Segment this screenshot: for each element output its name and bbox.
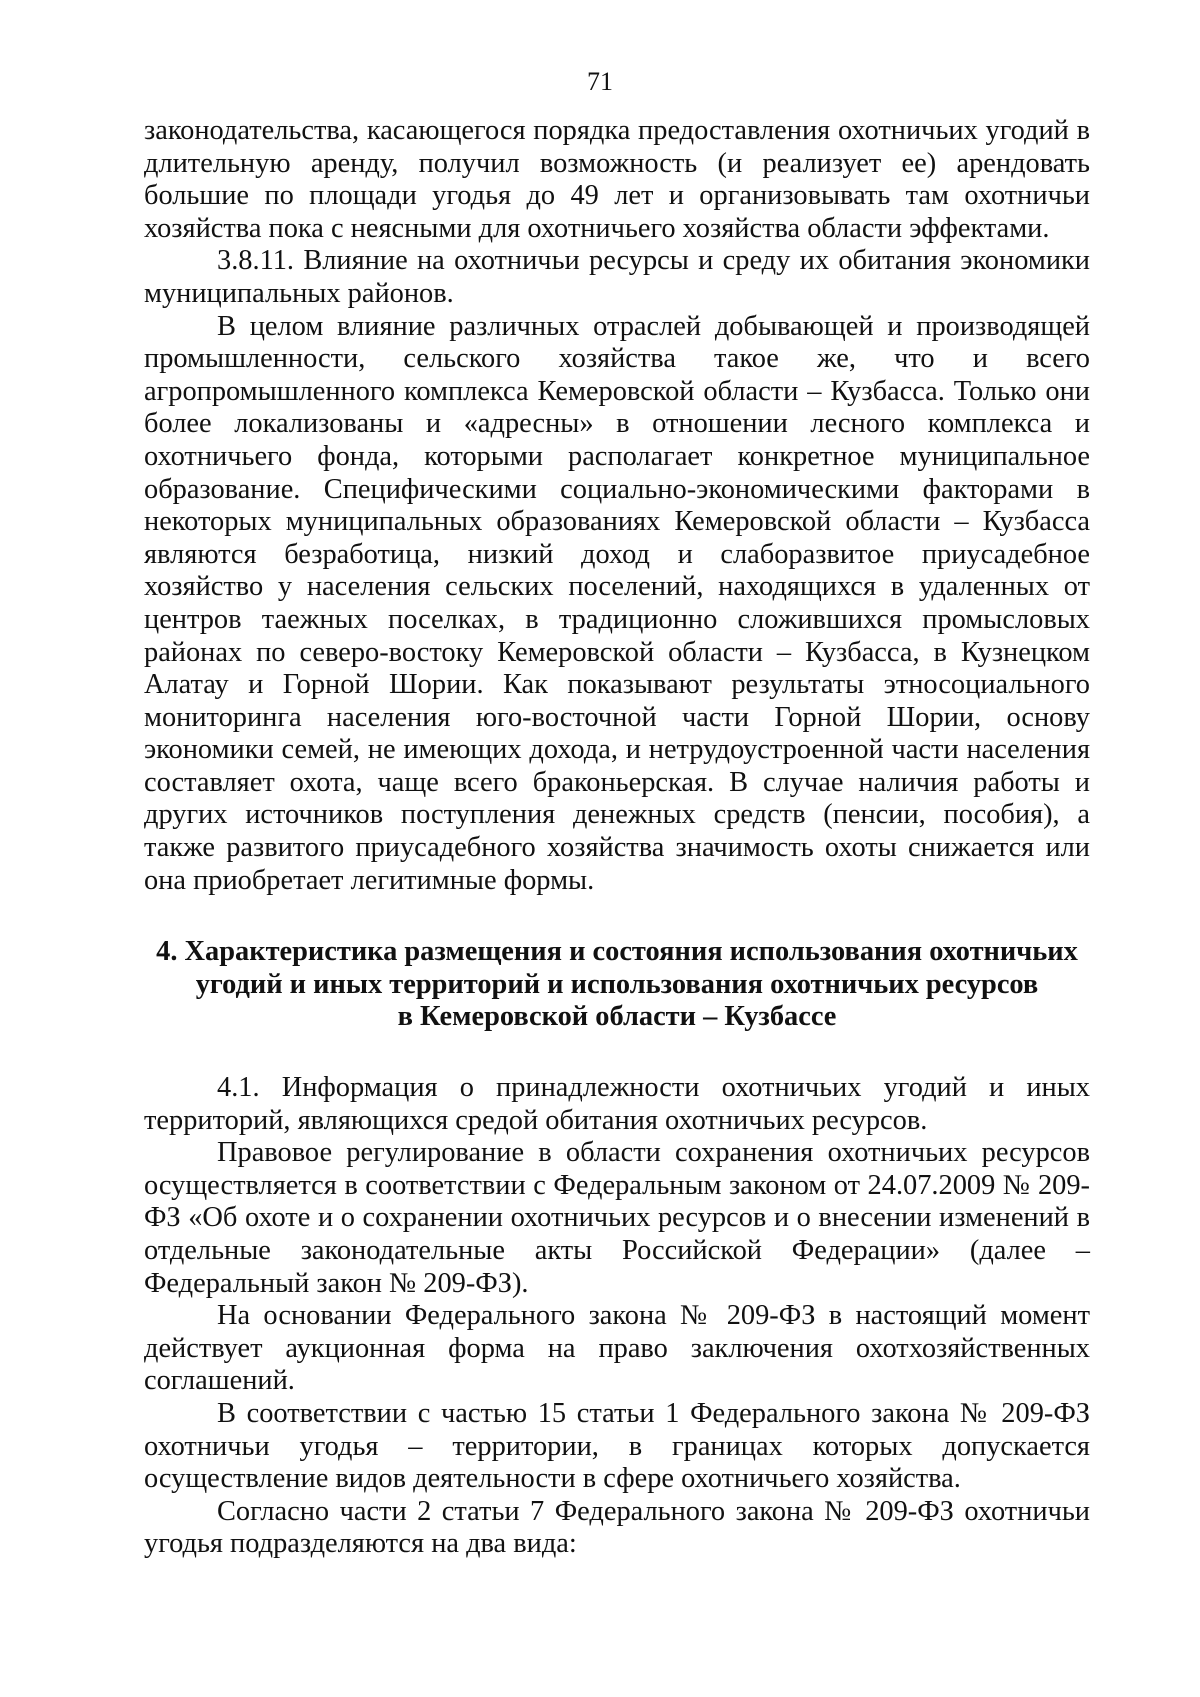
- page-number: 71: [587, 67, 613, 96]
- paragraph: законодательства, касающегося порядка предоставления охотничьих угодий в длительную аренду, получил возможность (и реализует ее) арендовать большие по площади угодья до 49 лет и организовывать там охотничьи хозяйства пока с неясными для охотничьего хозяйства области эффектами.: [144, 115, 1090, 244]
- paragraph: Правовое регулирование в области сохранения охотничьих ресурсов осуществляется в соответствии с Федеральным законом от 24.07.2009 № 209-ФЗ «Об охоте и о сохранении охотничьих ресурсов и о внесении изменений в отдельные законодательные акты Российской Федерации» (далее – Федеральный закон № 209-ФЗ).: [144, 1137, 1090, 1299]
- subsection-paragraph: 3.8.11. Влияние на охотничьи ресурсы и среду их обитания экономики муниципальных районов.: [144, 245, 1090, 309]
- paragraph: В соответствии с частью 15 статьи 1 Федерального закона № 209-ФЗ охотничьи угодья – территории, в границах которых допускается осуществление видов деятельности в сфере охотничьего хозяйства.: [144, 1397, 1090, 1495]
- section-heading: [144, 936, 1090, 1034]
- paragraph: Согласно части 2 статьи 7 Федерального закона № 209-ФЗ охотничьи угодья подразделяются на два вида:: [144, 1495, 1090, 1560]
- section-heading-line: в Кемеровской области – Кузбассе: [397, 1001, 837, 1033]
- section-heading-line: 4. Характеристика размещения и состояния использования охотничьих: [156, 936, 1078, 968]
- section-heading-line: угодий и иных территорий и использования охотничьих ресурсов: [195, 968, 1039, 1000]
- paragraph: На основании Федерального закона № 209-ФЗ в настоящий момент действует аукционная форма на право заключения охотхозяйственных соглашений.: [144, 1300, 1090, 1397]
- subsection-paragraph: 4.1. Информация о принадлежности охотничьих угодий и иных территорий, являющихся средой обитания охотничьих ресурсов.: [144, 1072, 1090, 1136]
- paragraph: В целом влияние различных отраслей добывающей и производящей промышленности, сельского хозяйства такое же, что и всего агропромышленного комплекса Кемеровской области – Кузбасса. Только они более локализованы и «адресны» в отношении лесного комплекса и охотничьего фонда, которыми располагает конкретное муниципальное образование. Специфическими социально-экономическими факторами в некоторых муниципальных образованиях Кемеровской области – Кузбасса являются безработица, низкий доход и слаборазвитое приусадебное хозяйство у населения сельских поселений, находящихся в удаленных от центров таежных поселках, в традиционно сложившихся промысловых районах по северо-востоку Кемеровской области – Кузбасса, в Кузнецком Алатау и Горной Шории. Как показывают результаты этносоциального мониторинга населения юго-восточной части Горной Шории, основу экономики семей, не имеющих дохода, и нетрудоустроенной части населения составляет охота, чаще всего браконьерская. В случае наличия работы и других источников поступления денежных средств (пенсии, пособия), а также развитого приусадебного хозяйства значимость охоты снижается или она приобретает легитимные формы.: [144, 310, 1090, 896]
- document-body: [144, 115, 1090, 1561]
